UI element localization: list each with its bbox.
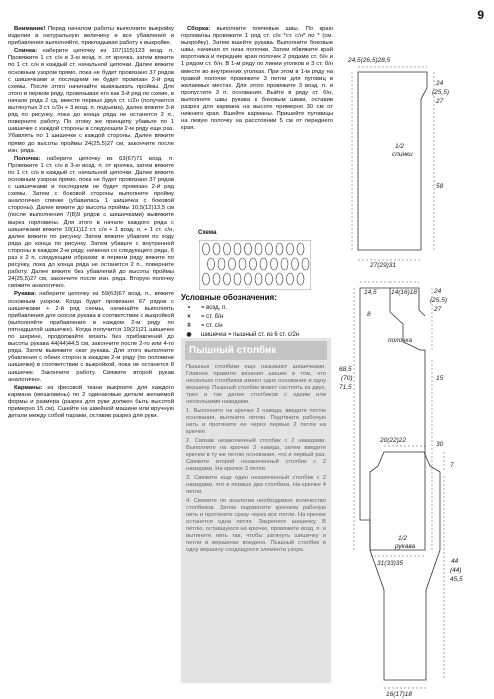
front-armhole-height: 24 bbox=[434, 288, 442, 295]
back-top-width: 24,5(26,5)28,5 bbox=[348, 57, 391, 64]
back-armhole-height: 24 bbox=[436, 80, 444, 87]
legend-text: = возд. п. bbox=[201, 305, 227, 311]
legend bbox=[181, 293, 333, 340]
front-text: наберите цепочку из 63(67)71 возд. п. Провяжите 1 ст. с/н в 3-ю возд. п. от крючка, затем вяжите по 1 ст. с/н в каждый ст. начальной цепочки. Далее вяжите основным узором прямо, пока не будет провязано 37 рядов с шишечками и последним не будет провязан 2-й ряд схемы. Затем с боковой стороны выполните пройму аналогично спинке (убавилась 1 шишечка с боковой стороны). Далее вяжите до высоты проймы 10,5(12)13,5 см (после выполнения 7(8)9 рядов с шишечками) вывяжите вырез горловины. Для этого в начале каждого ряда с шишечками вяжите 10(11)12 ст. с/н + 1 возд. п. + 1 ст. с/н, далее вяжите по рисунку. Затем вяжите убавляя по ходу ряда до конца по рисунку. Затем убавьте с внутренней стороны в каждом 2-м ряду, начиная со следующего ряда, 6 раз х 2 п. следующим образом: в первом ряду вяжите по рисунку, пока до конца ряда не останется 2 п., поверните работу. Далее вяжите без убавлений до высоты проймы 24(25,5)27 см, закончите после изн. ряда. Вторую полочку свяжите аналогично. bbox=[8, 155, 174, 290]
front-name-label: полочка bbox=[388, 337, 413, 344]
box-paragraph: 4. Свяжите по аналогии необходимое количество столбиков. Затем подхватите крючком рабочую нить и протяните сразу через все петли. На крючке останется одна петля. Закрепите шишечку. В петлю, оставшуюся на крючке, провяжите возд. п. и вытяните нить так, чтобы затянуть шишечку и петли в вершинах воедино. Пышный столбик в одну вершину сходящуюся элемента узора. bbox=[186, 498, 326, 553]
sleeve-name-label: рукава bbox=[395, 543, 416, 550]
back-text: наберите цепочку из 107(115)123 возд. п. Провяжите 1 ст. с/н в 3-ю возд. п. от крючка, затем вяжите по 1 ст. с/н в каждый ст. начальной цепочки. Далее вяжите основным узором прямо, пока не будет провязано 37 рядов с шишечками и последним не будет провязан 2-й ряд схемы. После этого начинайте вывязывать проймы. Для этого в первом ряду, провязывая его как 3-й ряд по схеме, в начале ряда 2 сд. вместе первых двух ст. с/2н (получается вытянутых 3 ст. с/2н + 3 возд. п. подъема), далее вяжите 3-й ряд по рисунку, пока до конца ряда не останется 2 п., поверните работу. По этому же принципу убавьте по 1 шишечке с каждой стороны в следующем 2-м ряду еще раз. Убавлять по 1 шишечке с каждой стороны. Далее вяжите прямо до высоты проймы 24(25,5)27 см, закончите после изн. ряда. bbox=[8, 48, 174, 154]
paragraph-assembly bbox=[181, 26, 333, 132]
sleeve-bottom-width: 16(17)18 bbox=[386, 691, 413, 698]
back-bottom-width: 27(29)31 bbox=[370, 262, 397, 269]
legend-text: = ст. б/н bbox=[201, 314, 224, 320]
sleeve-top-width: 20(22)22 bbox=[380, 437, 407, 444]
front-low-height: 30 bbox=[436, 441, 444, 448]
single-crochet-symbol: × bbox=[187, 314, 191, 320]
warning-heading: Внимание! bbox=[14, 26, 46, 32]
pockets-heading: Карманы: bbox=[14, 384, 43, 391]
front-shoulder-width: 14(16)18 bbox=[391, 289, 418, 296]
back-body-height: 58 bbox=[436, 183, 444, 190]
sleeve-length-l: 45,5 bbox=[450, 576, 463, 583]
back-pattern-outline bbox=[352, 67, 434, 260]
sleeves-text: наберите цепочку из 59(63)67 возд. п., вяжите основным узором. Когда будет провязано 67 рядов с шишечками + 2-й ряд схемы, начинайте выполнять прибавления для скосов рукава в соответствии с выкройкой (выполняйте прибавления в каждом 2-м ряду по пятнадцатой шишечке). Когда получится 19(21)21 шишечек по ширине, продолжайте вязать без прибавлений до высоты рукава 44(44)44,5 см, закончите после 2-го или 4-го ряда. Затем вывяжите окат рукава. Для этого выполните убавления с обеих сторон в каждом 2-м ряду (по половине шишечки) в соответствии с выкройкой, пока не останется 8 шишечек. Закончите работу. Свяжите второй рукав аналогично. bbox=[8, 291, 174, 383]
front-total-height: 68,5 bbox=[339, 366, 352, 373]
assembly-text: выполните плечевые швы. По краю горловины провяжите 1 ряд ст. с/н *ст. с/н* по * (см. выкройку). Затем вшейте рукава. Выполните боковые швы, начиная от низа полочки. Затем обвяжите край воротника и передние края полочек 2 рядами ст. б/н и 1 рядом ст. б/н. В 1-м ряду по линии уголков и 3 ст. б/н вместе во внутренних уголках. При этом в 1-м ряду на правой полочке провяжите 3 петли для пуговиц в желаемых местах. Для этого провяжите 3 возд. п. и пропустите 3 п. основания. Выйте в ряду ст. б/н, выполните швы рукава к боковым швам, оставив разрез для кармана на высоте примерно 30 см от нижнего края. Вшейте карманы. Пришейте пуговицы на левую полочку на расстоянии 5 см от переднего края. bbox=[181, 26, 333, 132]
front-neck-depth: 8 bbox=[367, 311, 371, 318]
back-heading: Спинка: bbox=[14, 48, 38, 55]
pattern-diagrams bbox=[340, 20, 494, 699]
box-title: Пышный столбик bbox=[185, 341, 327, 360]
front-total-height-l: 71,5 bbox=[339, 384, 352, 391]
front-mid-height: 15 bbox=[436, 375, 444, 382]
back-armhole-height-l: 27 bbox=[436, 98, 444, 105]
paragraph-pockets bbox=[8, 385, 174, 420]
front-neck-width: 14,5 bbox=[364, 289, 377, 296]
legend-item-dc bbox=[181, 322, 333, 331]
front-pattern-outline bbox=[354, 282, 432, 556]
sleeve-pattern-outline bbox=[370, 446, 444, 688]
back-name-label: спинки bbox=[392, 151, 413, 158]
legend-title: Условные обозначения: bbox=[181, 293, 277, 302]
page-number: 9 bbox=[477, 8, 484, 22]
sleeves-heading: Рукава: bbox=[14, 291, 37, 298]
front-armhole-height-m: (25,5) bbox=[430, 297, 447, 304]
front-armhole-height-l: 27 bbox=[434, 306, 442, 313]
box-paragraph: 3. Свяжите еще один незакоченный столбик с 2 накидами, что и первые два столбика. На крючке 4 петли. bbox=[186, 475, 326, 495]
sleeve-size-label: 1/2 bbox=[398, 535, 408, 542]
legend-text: шишечка = пышный ст. из 6 ст. с/2н bbox=[201, 332, 300, 338]
back-size-label: 1/2 bbox=[395, 143, 405, 150]
box-paragraph: Пышные столбики еще называют шишечками. Главное правило вязания шишек в том, что несколько столбиков имеют одно основание и одну вершину. Пышный столбик может состоять из двух, трех и так далее столбиков с одним или несколькими накидами. bbox=[186, 364, 326, 405]
double-crochet-symbol: ǂ bbox=[187, 323, 191, 329]
front-total-height-m: (70) bbox=[341, 375, 353, 382]
sleeve-cap-height: 7 bbox=[450, 462, 454, 469]
crochet-scheme bbox=[199, 240, 311, 290]
puff-stitch-icon: ◉ bbox=[186, 332, 192, 338]
instructions-column-left bbox=[8, 26, 174, 421]
paragraph-sleeves bbox=[8, 291, 174, 383]
pockets-text: из фисовой ткани выкроите для каждого кармана (мешковины) по 2 одинаковые детали желаемой формы и размера (разрез для руки должен быть высотой примерно 15 см). Сшейте на швейной машине или вручную детали между собой парами, оставив разрез для руки. bbox=[8, 384, 174, 420]
warning-text: Перед началом работы выполните выкройку изделия в натуральную величину и все убавления и прибавления выполняйте, прикладывая работу к выкройке. bbox=[8, 26, 174, 47]
scheme-title: Схема bbox=[198, 230, 217, 236]
paragraph-warning bbox=[8, 26, 174, 47]
legend-text: = ст. с/н bbox=[201, 323, 223, 329]
legend-item-sc bbox=[181, 313, 333, 322]
box-paragraph: 1. Выполните на крючке 2 накида, введите петлю основания, вытяните петлю. Подтяните рабочую нить и протяните ее через первые 2 петли на крючке. bbox=[186, 408, 326, 435]
sleeve-length: 44 bbox=[451, 558, 459, 565]
chain-stitch-symbol: • bbox=[187, 305, 191, 311]
front-bottom-width: 31(33)35 bbox=[377, 560, 404, 567]
assembly-heading: Сборка: bbox=[187, 26, 211, 32]
instructions-column-right bbox=[181, 26, 333, 133]
box-text bbox=[186, 364, 326, 554]
paragraph-back bbox=[8, 48, 174, 154]
front-heading: Полочка: bbox=[14, 155, 41, 162]
paragraph-front bbox=[8, 156, 174, 291]
box-paragraph: 2. Связав незакоченный столбик с 2 накидами. Выполните на крючке 2 накида, затем введите крючок в ту же петлю основания, что и первый раз. Свяжите второй незакоченный столбик с 2 накидами. На крючке 3 петли. bbox=[186, 438, 326, 472]
back-armhole-height-m: (25,5) bbox=[432, 89, 449, 96]
sleeve-length-m: (44) bbox=[450, 567, 462, 574]
legend-item-chain bbox=[181, 304, 333, 313]
puff-stitch-box bbox=[181, 338, 331, 683]
